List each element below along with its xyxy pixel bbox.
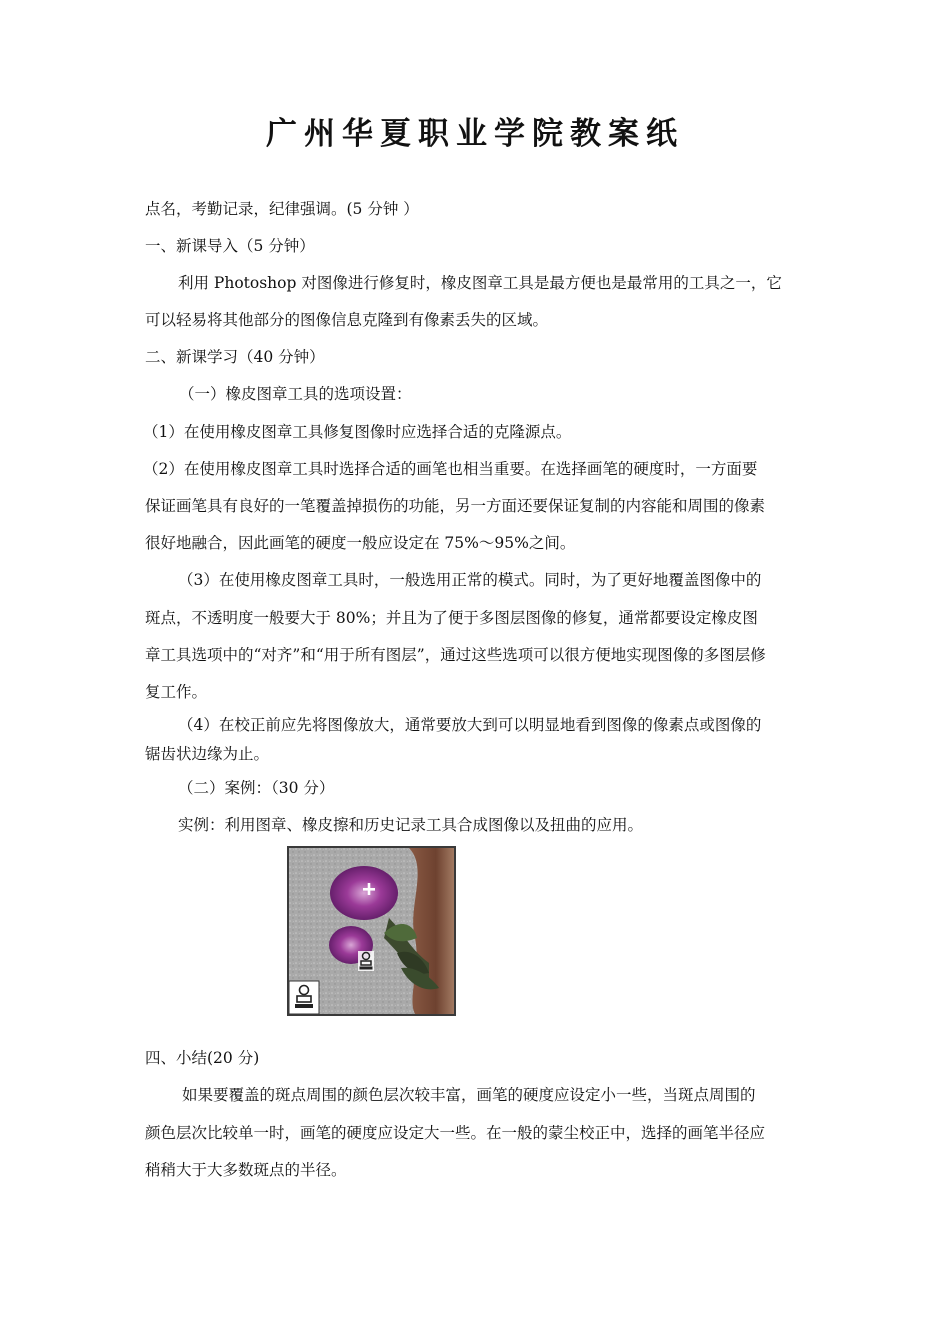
clone-stamp-cursor-icon (358, 951, 374, 971)
section-4-heading: 四、小结(20 分) (145, 1049, 260, 1067)
subsection-2-heading: （二）案例：（30 分） (178, 779, 335, 797)
item-3-line: 复工作。 (145, 683, 208, 701)
item-2-line: （2）在使用橡皮图章工具时选择合适的画笔也相当重要。在选择画笔的硬度时，一方面要 (143, 460, 758, 478)
item-4-line: （4）在校正前应先将图像放大，通常要放大到可以明显地看到图像的像素点或图像的 (178, 716, 762, 734)
section-4-line: 稍稍大于大多数斑点的半径。 (145, 1161, 347, 1179)
item-2-line: 保证画笔具有良好的一笔覆盖掉损伤的功能，另一方面还要保证复制的内容能和周围的像素 (145, 497, 766, 515)
item-3-line: 章工具选项中的“对齐”和“用于所有图层”，通过这些选项可以很方便地实现图像的多图层修 (145, 646, 766, 664)
item-3-line: （3）在使用橡皮图章工具时，一般选用正常的模式。同时，为了更好地覆盖图像中的 (178, 571, 762, 589)
subsection-1-heading: （一）橡皮图章工具的选项设置： (179, 385, 412, 403)
section-1-line: 利用 Photoshop 对图像进行修复时，橡皮图章工具是最方便也是最常用的工具之一，它 (178, 274, 782, 292)
flower-top (330, 866, 398, 920)
clone-stamp-tool-icon (289, 981, 319, 1014)
roll-call-text: 点名，考勤记录，纪律强调。(5 分钟 ） (145, 200, 419, 218)
page-title: 广州华夏职业学院教案纸 (266, 116, 684, 152)
item-3-line: 斑点，不透明度一般要大于 80%；并且为了便于多图层图像的修复，通常都要设定橡皮图 (145, 609, 758, 627)
item-1-text: （1）在使用橡皮图章工具修复图像时应选择合适的克隆源点。 (143, 423, 572, 441)
item-2-line: 很好地融合，因此画笔的硬度一般应设定在 75%～95%之间。 (145, 534, 576, 552)
section-4-line: 颜色层次比较单一时，画笔的硬度应设定大一些。在一般的蒙尘校正中，选择的画笔半径应 (145, 1124, 766, 1142)
section-1-heading: 一、新课导入（5 分钟） (145, 237, 315, 255)
item-4-line: 锯齿状边缘为止。 (145, 745, 270, 763)
section-2-heading: 二、新课学习（40 分钟） (145, 348, 325, 366)
example-text: 实例：利用图章、橡皮擦和历史记录工具合成图像以及扭曲的应用。 (178, 816, 644, 834)
section-1-line: 可以轻易将其他部分的图像信息克隆到有像素丢失的区域。 (145, 311, 549, 329)
section-4-line: 如果要覆盖的斑点周围的颜色层次较丰富，画笔的硬度应设定小一些，当斑点周围的 (182, 1086, 756, 1104)
clone-stamp-example-image (287, 846, 456, 1016)
